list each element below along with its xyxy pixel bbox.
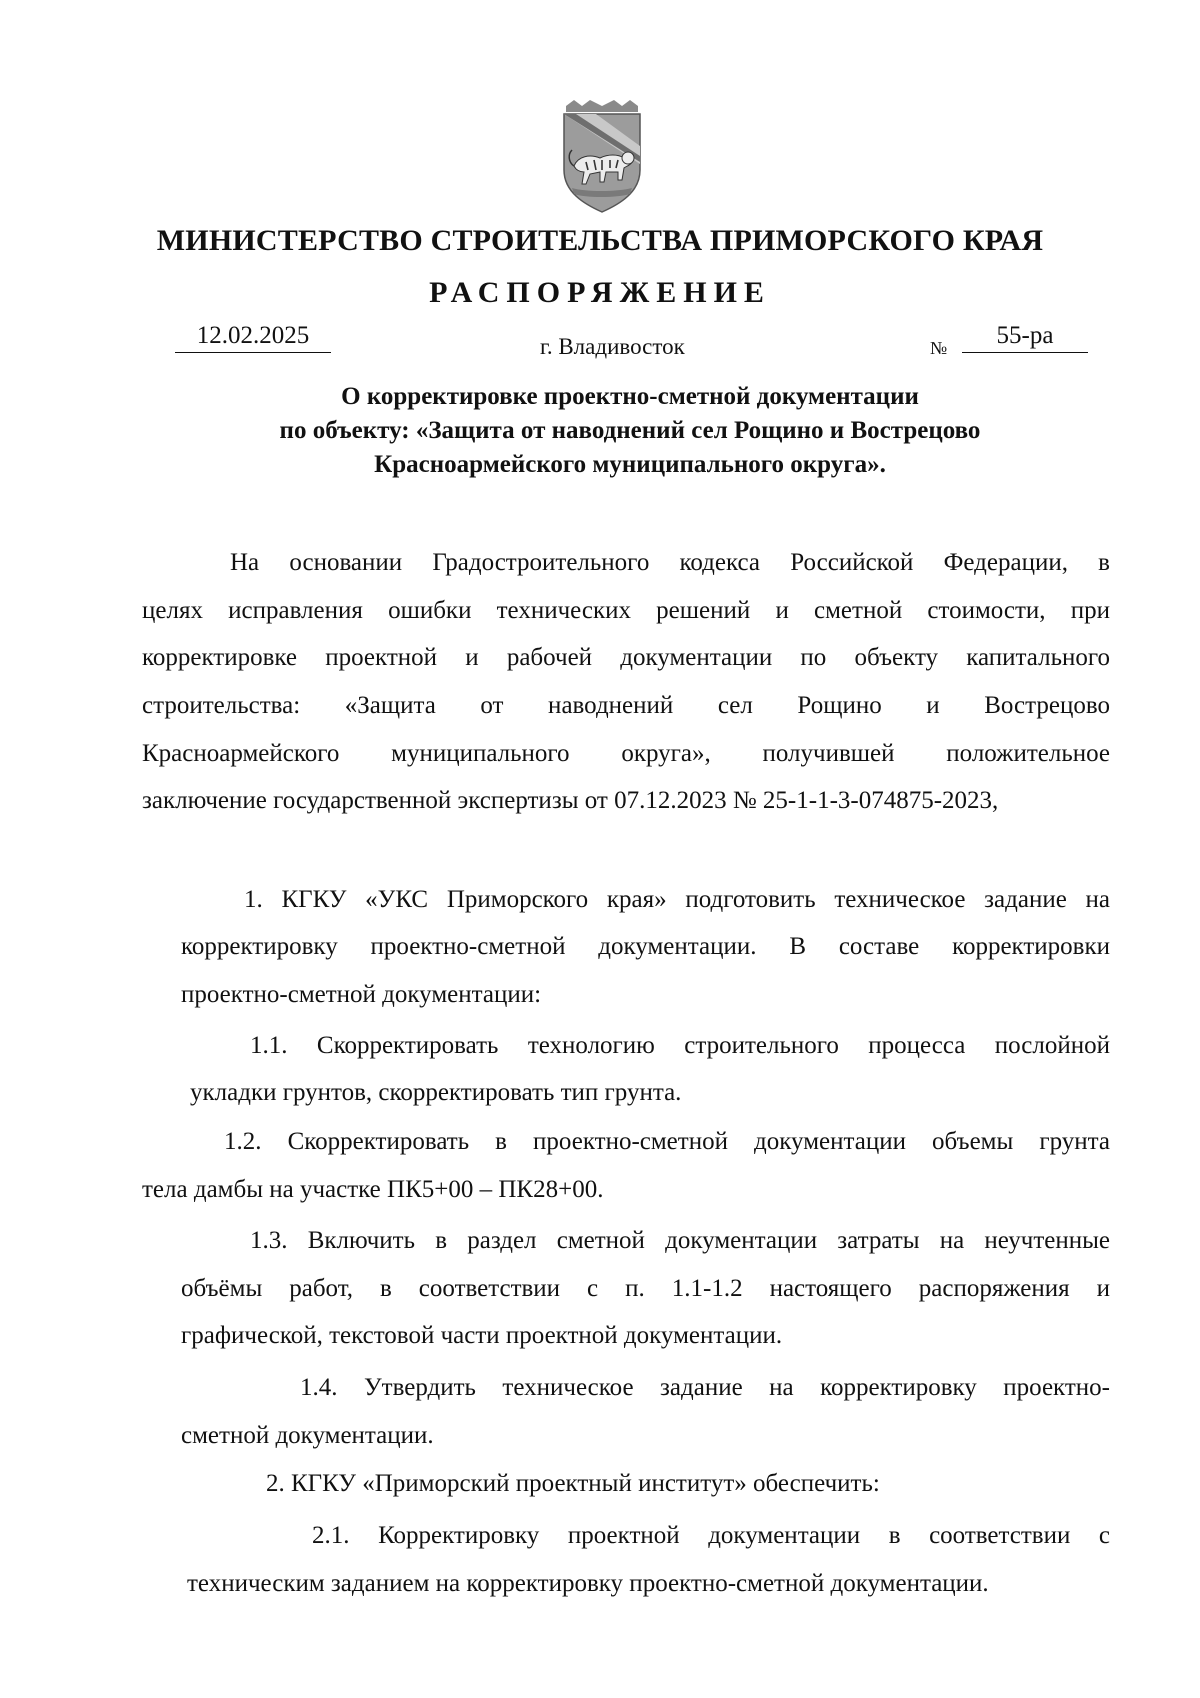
item-1-3-line: 1.3. Включить в раздел сметной документации затраты на неучтенные <box>250 1227 1110 1254</box>
preamble-line: строительства: «Защита от наводнений сел Рощино и Вострецово <box>142 692 1110 719</box>
item-1-2-line: тела дамбы на участке ПК5+00 – ПК28+00. <box>142 1176 604 1203</box>
item-1-1-line: укладки грунтов, скорректировать тип грунта. <box>190 1079 682 1106</box>
item-1-3-line: графической, текстовой части проектной документации. <box>181 1322 783 1349</box>
item-1-4-line: 1.4. Утвердить техническое задание на корректировку проектно- <box>300 1374 1110 1401</box>
item-1-line: проектно-сметной документации: <box>181 981 542 1008</box>
document-number: 55-ра <box>962 322 1088 353</box>
document-city: г. Владивосток <box>540 334 685 359</box>
item-1-1-line: 1.1. Скорректировать технологию строительного процесса послойной <box>250 1032 1110 1059</box>
preamble-line: Красноармейского муниципального округа», получившей положительное <box>142 740 1110 767</box>
number-sign: № <box>930 338 948 358</box>
item-1-line: 1. КГКУ «УКС Приморского края» подготовить техническое задание на <box>244 886 1110 913</box>
item-1-3-line: объёмы работ, в соответствии с п. 1.1-1.2 настоящего распоряжения и <box>181 1275 1110 1302</box>
item-2-1-line: техническим заданием на корректировку проектно-сметной документации. <box>187 1570 989 1597</box>
document-subject <box>0 380 1200 482</box>
preamble-line: корректировке проектной и рабочей документации по объекту капитального <box>142 644 1110 671</box>
document-type: РАСПОРЯЖЕНИЕ <box>429 276 771 309</box>
item-2-1-line: 2.1. Корректировку проектной документации в соответствии с <box>312 1522 1110 1549</box>
item-2-line: 2. КГКУ «Приморский проектный институт» обеспечить: <box>266 1470 880 1497</box>
document-date: 12.02.2025 <box>175 322 331 353</box>
item-1-line: корректировку проектно-сметной документации. В составе корректировки <box>181 933 1110 960</box>
subject-line: Красноармейского муниципального округа». <box>374 451 886 478</box>
preamble-line: целях исправления ошибки технических решений и сметной стоимости, при <box>142 597 1110 624</box>
coat-of-arms-icon <box>556 100 648 218</box>
ministry-name: МИНИСТЕРСТВО СТРОИТЕЛЬСТВА ПРИМОРСКОГО КРАЯ <box>156 224 1044 257</box>
preamble-line: заключение государственной экспертизы от 07.12.2023 № 25-1-1-3-074875-2023, <box>142 787 999 814</box>
subject-line: О корректировке проектно-сметной документации <box>341 383 919 410</box>
item-1-2-line: 1.2. Скорректировать в проектно-сметной документации объемы грунта <box>224 1128 1110 1155</box>
preamble-line: На основании Градостроительного кодекса Российской Федерации, в <box>230 549 1110 576</box>
item-1-4-line: сметной документации. <box>181 1422 434 1449</box>
subject-line: по объекту: «Защита от наводнений сел Рощино и Вострецово <box>279 417 981 444</box>
